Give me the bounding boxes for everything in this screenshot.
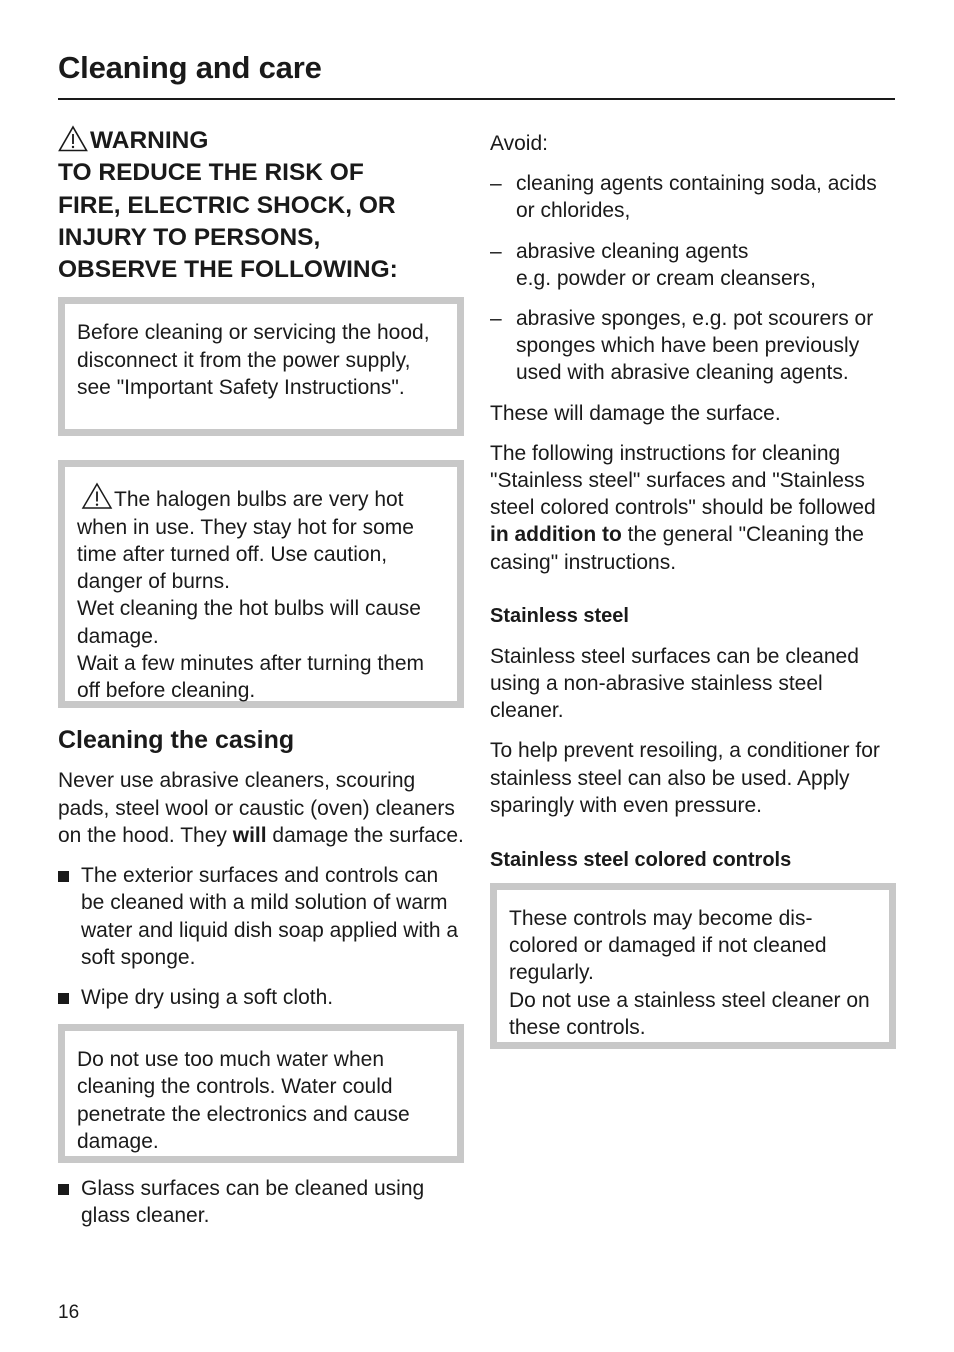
casing-bullet-text: The exterior surfaces and controls can be cleaned with a mild solution of warm water and liquid dish soap applied with a soft sponge. <box>81 864 459 969</box>
casing-bullet <box>58 984 464 1011</box>
square-bullet-icon <box>58 871 69 882</box>
page-number: 16 <box>58 1302 80 1323</box>
dash-marker: – <box>490 172 502 196</box>
casing-intro <box>58 767 464 849</box>
avoid-item <box>490 305 896 387</box>
warning-line: OBSERVE THE FOLLOWING: <box>58 256 398 284</box>
title-rule <box>58 98 895 100</box>
casing-intro-start: Never use abrasive cleaners, scouring pads, steel wool or caustic (oven) cleaners on the hood. They <box>58 769 455 847</box>
following-emphasis: in addition to <box>490 523 622 547</box>
colored-controls-text: These controls may become dis-colored or damaged if not cleaned regularly. <box>509 907 827 985</box>
casing-bullet <box>58 862 464 971</box>
dash-marker: – <box>490 239 502 263</box>
warning-label: WARNING <box>90 127 209 154</box>
square-bullet-icon <box>58 1184 69 1195</box>
warning-line: FIRE, ELECTRIC SHOCK, OR <box>58 191 396 219</box>
colored-controls-heading: Stainless steel colored controls <box>490 849 792 872</box>
halogen-warning-box <box>58 460 464 708</box>
warning-triangle-icon <box>58 125 88 152</box>
halogen-warning-text: The halogen bulbs are very hot when in use. They stay hot for some time after turned off. Use caution, danger of burns. <box>77 488 414 594</box>
casing-bullet-text: Glass surfaces can be cleaned using glass cleaner. <box>81 1177 425 1228</box>
colored-controls-box <box>490 883 896 1049</box>
avoid-item <box>490 170 896 224</box>
square-bullet-icon <box>58 993 69 1004</box>
stainless-steel-heading: Stainless steel <box>490 604 629 627</box>
following-text-start: The following instructions for cleaning "Stainless steel" surfaces and "Stainless steel colored controls" should be followed <box>490 441 876 520</box>
avoid-item-text: abrasive cleaning agents <box>516 239 749 263</box>
casing-bullet-text: Wipe dry using a soft cloth. <box>81 985 334 1009</box>
disconnect-notice-box <box>58 297 464 436</box>
halogen-wet-text: Wet cleaning the hot bulbs will cause damage. <box>77 597 421 648</box>
dash-marker: – <box>490 307 502 331</box>
following-text-end: the general "Cleaning the casing" instructions. <box>490 523 864 574</box>
warning-triangle-icon <box>77 482 113 510</box>
halogen-wait-text: Wait a few minutes after turning them off before cleaning. <box>77 651 425 702</box>
warning-line: INJURY TO PERSONS, <box>58 223 321 251</box>
water-warning-box <box>58 1024 464 1163</box>
stainless-steel-text: Stainless steel surfaces can be cleaned using a non-abrasive stainless steel cleaner. <box>490 644 859 723</box>
right-column <box>490 130 896 1049</box>
avoid-label: Avoid: <box>490 132 548 155</box>
following-instructions <box>490 440 896 576</box>
colored-controls-text: Do not use a stainless steel cleaner on these controls. <box>509 988 870 1039</box>
casing-intro-emphasis: will <box>232 823 267 847</box>
damage-note: These will damage the surface. <box>490 401 781 425</box>
avoid-item-text: e.g. powder or cream cleansers, <box>516 266 816 290</box>
casing-bullet <box>58 1175 464 1229</box>
avoid-item-text: cleaning agents containing soda, acids or chlorides, <box>516 172 877 223</box>
stainless-steel-text: To help prevent resoiling, a conditioner for stainless steel can also be used. Apply sparingly with even pressure. <box>490 739 880 817</box>
page-title: Cleaning and care <box>58 50 322 85</box>
avoid-item-text: abrasive sponges, e.g. pot scourers or sponges which have been previously used with abrasive cleaning agents. <box>516 307 874 385</box>
halogen-warning-paragraph <box>77 482 445 595</box>
casing-heading: Cleaning the casing <box>58 726 295 755</box>
disconnect-notice-text: Before cleaning or servicing the hood, disconnect it from the power supply, see "Important Safety Instructions". <box>77 321 430 399</box>
avoid-item <box>490 238 896 292</box>
water-warning-text: Do not use too much water when cleaning the controls. Water could penetrate the electronics and cause damage. <box>77 1048 410 1153</box>
casing-intro-end: damage the surface. <box>266 823 464 847</box>
warning-line: TO REDUCE THE RISK OF <box>58 159 364 187</box>
left-column <box>58 125 464 1230</box>
warning-heading <box>58 125 464 286</box>
